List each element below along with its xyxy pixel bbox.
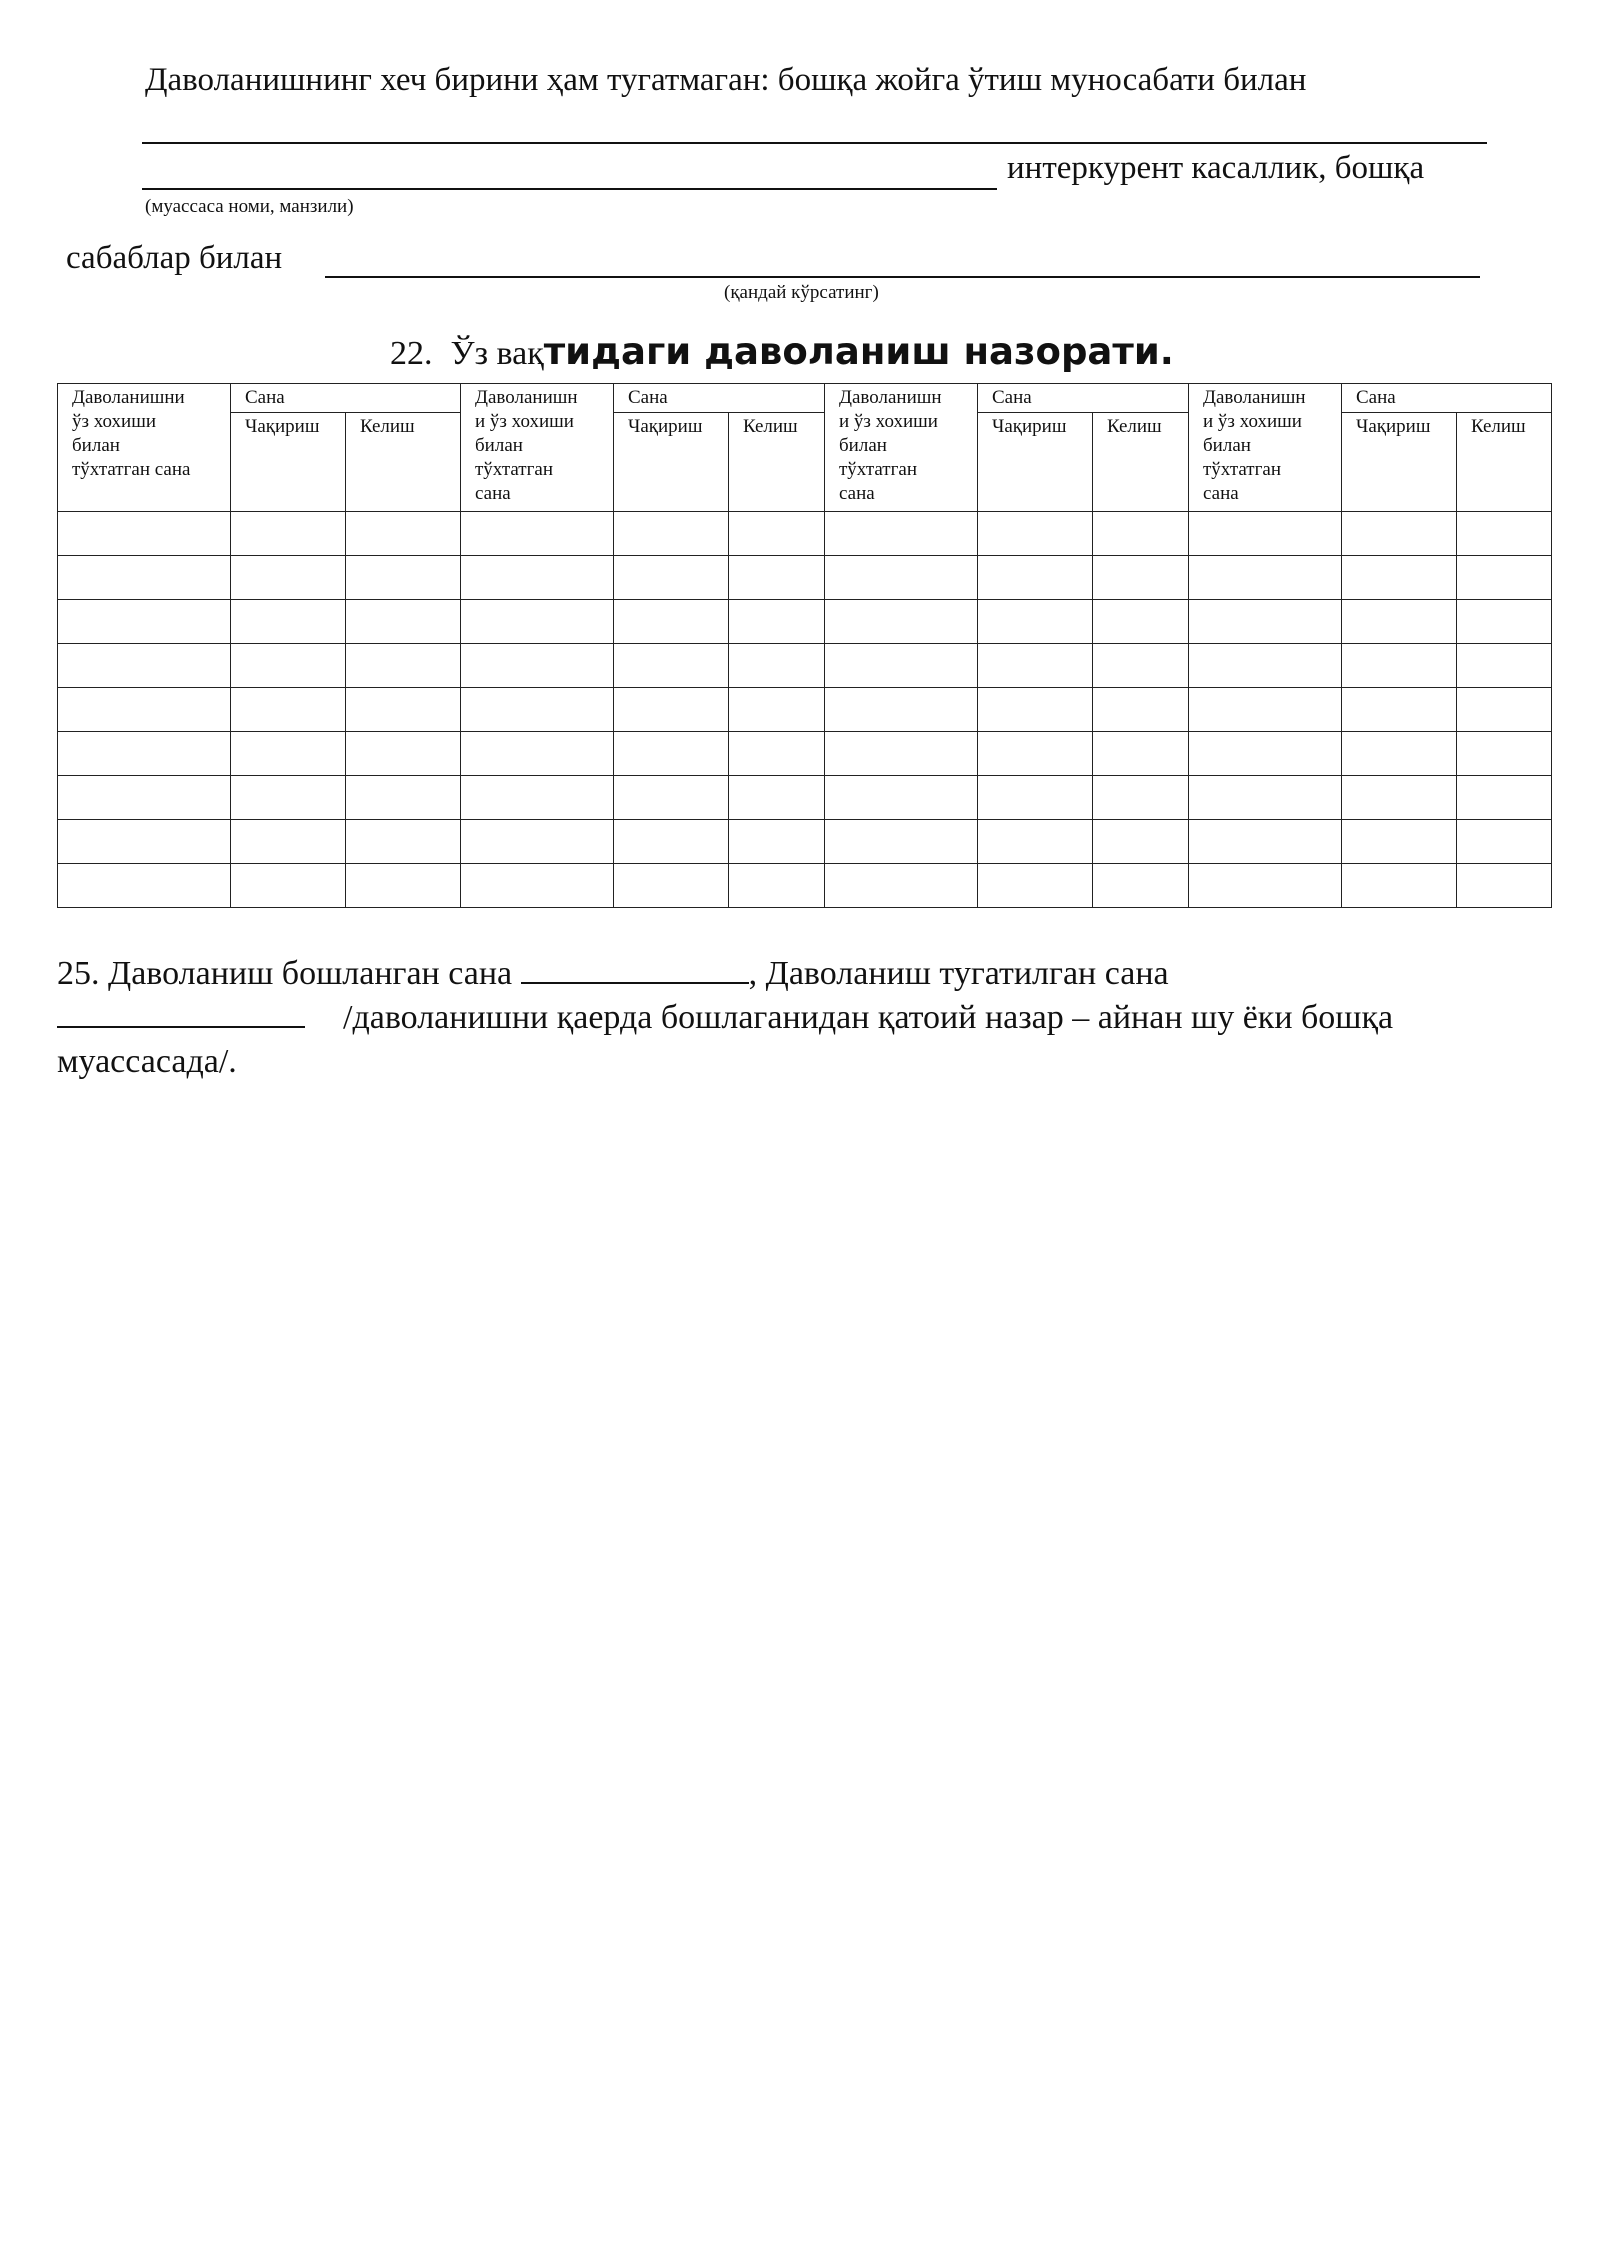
table-cell[interactable] [978, 776, 1093, 820]
header-visit-1: Келиш [346, 413, 461, 512]
table-cell[interactable] [1189, 600, 1342, 644]
table-cell[interactable] [346, 600, 461, 644]
header-stop-date-line: Даволанишн [1203, 387, 1306, 408]
table-row [58, 644, 1552, 688]
table-cell[interactable] [1093, 776, 1189, 820]
treatment-monitoring-table [57, 383, 1552, 908]
table-header-row [58, 384, 1552, 413]
table-cell[interactable] [1093, 820, 1189, 864]
table-cell[interactable] [58, 776, 231, 820]
table-cell[interactable] [1189, 512, 1342, 556]
table-row [58, 512, 1552, 556]
table-cell[interactable] [1189, 688, 1342, 732]
table-cell[interactable] [729, 556, 825, 600]
table-cell[interactable] [461, 820, 614, 864]
table-cell[interactable] [461, 864, 614, 908]
completion-status-line: Даволанишнинг хеч бирини ҳам тугатмаган: бошқа жойга ўтиш муносабати билан [145, 62, 1307, 98]
table-cell[interactable] [978, 512, 1093, 556]
header-stop-date-line: Даволанишн [475, 387, 578, 408]
table-cell[interactable] [1093, 600, 1189, 644]
header-stop-date-line: сана [839, 483, 875, 504]
table-cell[interactable] [461, 556, 614, 600]
table-cell[interactable] [978, 600, 1093, 644]
table-cell[interactable] [231, 732, 346, 776]
table-cell[interactable] [1189, 732, 1342, 776]
header-call-2: Чақириш [614, 413, 729, 512]
table-cell[interactable] [1189, 644, 1342, 688]
table-cell[interactable] [1457, 512, 1552, 556]
location-note: /даволанишни қаерда бошлаганидан қатоий назар – айнан шу ёки бошқа [343, 999, 1394, 1036]
table-cell[interactable] [346, 732, 461, 776]
table-cell[interactable] [1457, 688, 1552, 732]
heading-rest: тидаги даволаниш назорати. [543, 330, 1174, 373]
table-cell[interactable] [614, 776, 729, 820]
heading-lead: Ўз вақ [450, 335, 544, 372]
table-cell[interactable] [614, 512, 729, 556]
table-cell[interactable] [978, 732, 1093, 776]
table-cell[interactable] [825, 512, 978, 556]
table-cell[interactable] [1093, 864, 1189, 908]
table-cell[interactable] [231, 512, 346, 556]
header-stop-date-line: билан [1203, 435, 1251, 456]
table-cell[interactable] [461, 600, 614, 644]
table-cell[interactable] [231, 644, 346, 688]
table-cell[interactable] [346, 776, 461, 820]
table-cell[interactable] [346, 820, 461, 864]
institution-blank-line-1[interactable] [142, 142, 1487, 144]
section-25 [57, 952, 1557, 1084]
table-cell[interactable] [825, 688, 978, 732]
table-cell[interactable] [1342, 600, 1457, 644]
table-cell[interactable] [825, 644, 978, 688]
table-cell[interactable] [1093, 644, 1189, 688]
header-date-3: Сана [978, 384, 1189, 413]
header-stop-date-line: ўз хохиши [72, 411, 157, 432]
table-cell[interactable] [58, 864, 231, 908]
table-cell[interactable] [461, 688, 614, 732]
table-cell[interactable] [1189, 864, 1342, 908]
table-cell[interactable] [1457, 776, 1552, 820]
header-call-1: Чақириш [231, 413, 346, 512]
header-stop-date-line: тўхтатган сана [72, 459, 191, 480]
table-cell[interactable] [729, 512, 825, 556]
table-cell[interactable] [1457, 644, 1552, 688]
table-cell[interactable] [461, 732, 614, 776]
header-call-4: Чақириш [1342, 413, 1457, 512]
reasons-caption: (қандай кўрсатинг) [724, 282, 879, 303]
table-cell[interactable] [1457, 820, 1552, 864]
table-cell[interactable] [729, 820, 825, 864]
table-cell[interactable] [231, 820, 346, 864]
table-cell[interactable] [1342, 512, 1457, 556]
reasons-blank-line[interactable] [325, 276, 1480, 278]
header-date-1: Сана [231, 384, 461, 413]
table-cell[interactable] [231, 556, 346, 600]
table-cell[interactable] [1342, 776, 1457, 820]
reasons-lead: сабаблар билан [66, 240, 283, 276]
table-cell[interactable] [614, 600, 729, 644]
start-date-blank[interactable] [521, 952, 749, 984]
location-note-end: муассасада/. [57, 1043, 237, 1080]
table-cell[interactable] [1342, 864, 1457, 908]
table-cell[interactable] [346, 512, 461, 556]
header-stop-date-line: тўхтатган [475, 459, 554, 480]
table-cell[interactable] [825, 732, 978, 776]
table-cell[interactable] [58, 556, 231, 600]
table-cell[interactable] [614, 556, 729, 600]
table-cell[interactable] [1093, 512, 1189, 556]
header-visit-4: Келиш [1457, 413, 1552, 512]
start-date-label: 25. Даволаниш бошланган сана [57, 955, 521, 992]
header-visit-2: Келиш [729, 413, 825, 512]
table-cell[interactable] [1342, 688, 1457, 732]
table-cell[interactable] [1093, 688, 1189, 732]
table-cell[interactable] [1457, 864, 1552, 908]
table-cell[interactable] [346, 556, 461, 600]
header-date-4: Сана [1342, 384, 1552, 413]
header-stop-date-4 [1189, 384, 1342, 512]
table-cell[interactable] [614, 644, 729, 688]
section-heading [390, 330, 1174, 373]
header-stop-date-1 [58, 384, 231, 512]
intercurrent-text: интеркурент касаллик, бошқа [1007, 150, 1425, 186]
institution-caption: (муассаса номи, манзили) [145, 196, 354, 217]
header-call-3: Чақириш [978, 413, 1093, 512]
table-cell[interactable] [729, 644, 825, 688]
table-cell[interactable] [1189, 776, 1342, 820]
table-cell[interactable] [825, 820, 978, 864]
table-cell[interactable] [58, 644, 231, 688]
table-cell[interactable] [231, 864, 346, 908]
header-stop-date-line: тўхтатган [839, 459, 918, 480]
table-cell[interactable] [614, 688, 729, 732]
header-stop-date-line: Даволанишн [839, 387, 942, 408]
table-cell[interactable] [825, 864, 978, 908]
table-cell[interactable] [461, 512, 614, 556]
institution-blank-line-2[interactable] [142, 188, 997, 190]
table-cell[interactable] [978, 864, 1093, 908]
table-cell[interactable] [978, 820, 1093, 864]
table-cell[interactable] [1457, 732, 1552, 776]
table-cell[interactable] [729, 776, 825, 820]
table-cell[interactable] [58, 512, 231, 556]
table-cell[interactable] [614, 864, 729, 908]
table-cell[interactable] [1342, 820, 1457, 864]
table-cell[interactable] [58, 688, 231, 732]
table-row [58, 864, 1552, 908]
table-cell[interactable] [1093, 732, 1189, 776]
table-cell[interactable] [1093, 556, 1189, 600]
table-row [58, 600, 1552, 644]
table-row [58, 732, 1552, 776]
table-row [58, 556, 1552, 600]
header-visit-3: Келиш [1093, 413, 1189, 512]
header-stop-date-2 [461, 384, 614, 512]
table-cell[interactable] [1189, 820, 1342, 864]
table-cell[interactable] [1342, 732, 1457, 776]
table-cell[interactable] [729, 600, 825, 644]
table-cell[interactable] [978, 688, 1093, 732]
table-cell[interactable] [231, 688, 346, 732]
table-cell[interactable] [58, 732, 231, 776]
header-stop-date-line: тўхтатган [1203, 459, 1282, 480]
table-cell[interactable] [231, 600, 346, 644]
header-stop-date-line: сана [475, 483, 511, 504]
table-cell[interactable] [461, 644, 614, 688]
header-stop-date-line: Даволанишни [72, 387, 185, 408]
table-row [58, 776, 1552, 820]
header-date-2: Сана [614, 384, 825, 413]
header-stop-date-line: билан [72, 435, 120, 456]
header-stop-date-line: и ўз хохиши [475, 411, 574, 432]
table-cell[interactable] [978, 644, 1093, 688]
table-cell[interactable] [346, 688, 461, 732]
table-cell[interactable] [1342, 556, 1457, 600]
header-stop-date-line: сана [1203, 483, 1239, 504]
table-cell[interactable] [729, 688, 825, 732]
table-cell[interactable] [978, 556, 1093, 600]
table-cell[interactable] [729, 732, 825, 776]
table-cell[interactable] [825, 776, 978, 820]
table-cell[interactable] [729, 864, 825, 908]
institution-line-2 [142, 150, 1487, 194]
table-cell[interactable] [461, 776, 614, 820]
table-cell[interactable] [825, 600, 978, 644]
table-cell[interactable] [825, 556, 978, 600]
table-cell[interactable] [614, 732, 729, 776]
table-cell[interactable] [1342, 644, 1457, 688]
table-cell[interactable] [231, 776, 346, 820]
table-cell[interactable] [614, 820, 729, 864]
heading-number: 22. [390, 335, 433, 372]
table-cell[interactable] [1189, 556, 1342, 600]
table-row [58, 688, 1552, 732]
table-cell[interactable] [346, 644, 461, 688]
header-stop-date-line: билан [475, 435, 523, 456]
table-cell[interactable] [346, 864, 461, 908]
table-cell[interactable] [58, 600, 231, 644]
table-cell[interactable] [1457, 600, 1552, 644]
header-stop-date-line: и ўз хохиши [839, 411, 938, 432]
end-date-blank[interactable] [57, 996, 305, 1028]
header-stop-date-line: и ўз хохиши [1203, 411, 1302, 432]
header-stop-date-3 [825, 384, 978, 512]
header-stop-date-line: билан [839, 435, 887, 456]
table-cell[interactable] [1457, 556, 1552, 600]
table-row [58, 820, 1552, 864]
table-cell[interactable] [58, 820, 231, 864]
end-date-label: , Даволаниш тугатилган сана [748, 955, 1169, 992]
